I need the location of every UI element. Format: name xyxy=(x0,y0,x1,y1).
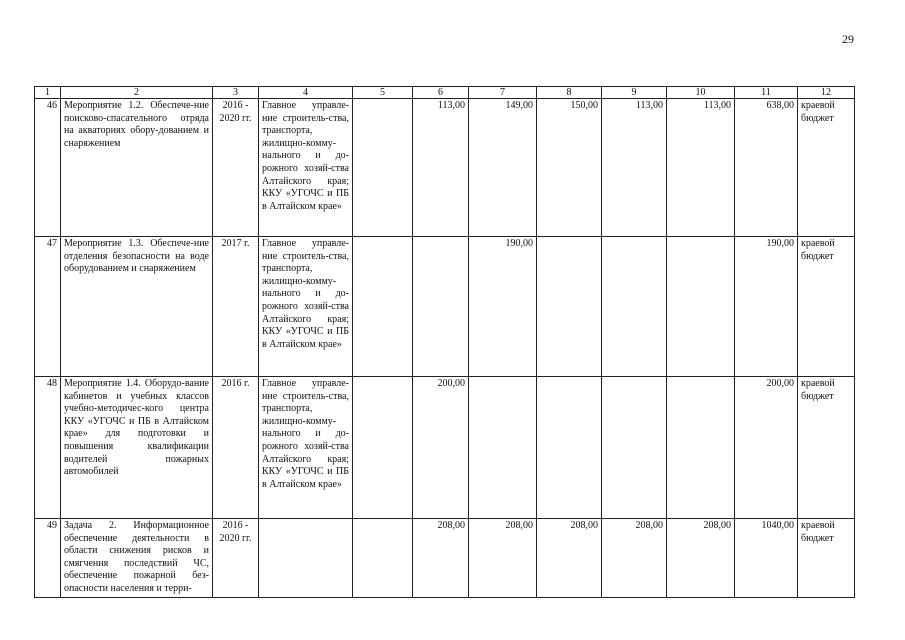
row-number: 49 xyxy=(35,519,61,598)
header-cell: 6 xyxy=(413,87,469,99)
table-row xyxy=(35,237,855,377)
header-cell: 12 xyxy=(798,87,855,99)
activity-name: Мероприятие 1.4. Оборудо-вание кабинетов и учебных классов учебно-методичес-кого центра ККУ «УГОЧС и ПБ в Алтайском крае» для подготовки и повышения квалификации водителей пожарных автомобилей xyxy=(61,377,213,519)
activity-name: Задача 2. Информационное обеспечение деятельности в области снижения рисков и смягчения последствий ЧС, обеспечение пожарной без-опасности населения и терри- xyxy=(61,519,213,598)
funding-source: краевой бюджет xyxy=(798,99,855,237)
table-row xyxy=(35,519,855,598)
period: 2016 - 2020 гг. xyxy=(213,99,259,237)
table-header-row xyxy=(35,87,855,99)
row-number: 46 xyxy=(35,99,61,237)
table-row xyxy=(35,377,855,519)
col-9-value: 113,00 xyxy=(602,99,667,237)
header-cell: 8 xyxy=(537,87,602,99)
total-value: 190,00 xyxy=(735,237,798,377)
executor: Главное управле-ние строитель-ства, транспорта, жилищно-комму-нального и до-рожного хозяй-ства Алтайского края; ККУ «УГОЧС и ПБ в Алтайском крае» xyxy=(259,377,353,519)
col-8-value: 150,00 xyxy=(537,99,602,237)
header-cell: 1 xyxy=(35,87,61,99)
col-9-value xyxy=(602,237,667,377)
col-7-value: 208,00 xyxy=(469,519,537,598)
funding-source: краевой бюджет xyxy=(798,519,855,598)
period: 2017 г. xyxy=(213,237,259,377)
header-cell: 7 xyxy=(469,87,537,99)
col-7-value xyxy=(469,377,537,519)
col-10-value: 208,00 xyxy=(667,519,735,598)
table-row xyxy=(35,99,855,237)
col-5-value xyxy=(353,237,413,377)
budget-table xyxy=(34,86,855,598)
total-value: 1040,00 xyxy=(735,519,798,598)
col-8-value xyxy=(537,377,602,519)
funding-source: краевой бюджет xyxy=(798,377,855,519)
header-cell: 2 xyxy=(61,87,213,99)
row-number: 47 xyxy=(35,237,61,377)
executor xyxy=(259,519,353,598)
col-10-value xyxy=(667,377,735,519)
header-cell: 4 xyxy=(259,87,353,99)
total-value: 200,00 xyxy=(735,377,798,519)
col-6-value xyxy=(413,237,469,377)
executor: Главное управле-ние строитель-ства, транспорта, жилищно-комму-нального и до-рожного хозяй-ства Алтайского края; ККУ «УГОЧС и ПБ в Алтайском крае» xyxy=(259,237,353,377)
header-cell: 11 xyxy=(735,87,798,99)
col-10-value: 113,00 xyxy=(667,99,735,237)
activity-name: Мероприятие 1.2. Обеспече-ние поисково-спасательного отряда на акваториях обору-дованием и снаряжением xyxy=(61,99,213,237)
funding-source: краевой бюджет xyxy=(798,237,855,377)
period: 2016 г. xyxy=(213,377,259,519)
col-6-value: 200,00 xyxy=(413,377,469,519)
col-7-value: 149,00 xyxy=(469,99,537,237)
header-cell: 3 xyxy=(213,87,259,99)
header-cell: 9 xyxy=(602,87,667,99)
executor: Главное управле-ние строитель-ства, транспорта, жилищно-комму-нального и до-рожного хозяй-ства Алтайского края; ККУ «УГОЧС и ПБ в Алтайском крае» xyxy=(259,99,353,237)
header-cell: 10 xyxy=(667,87,735,99)
page-number: 29 xyxy=(842,32,854,46)
col-9-value xyxy=(602,377,667,519)
activity-name: Мероприятие 1.3. Обеспече-ние отделения безопасности на воде оборудованием и снаряжением xyxy=(61,237,213,377)
col-7-value: 190,00 xyxy=(469,237,537,377)
col-10-value xyxy=(667,237,735,377)
col-5-value xyxy=(353,377,413,519)
total-value: 638,00 xyxy=(735,99,798,237)
col-8-value xyxy=(537,237,602,377)
header-cell: 5 xyxy=(353,87,413,99)
col-6-value: 208,00 xyxy=(413,519,469,598)
col-9-value: 208,00 xyxy=(602,519,667,598)
row-number: 48 xyxy=(35,377,61,519)
col-6-value: 113,00 xyxy=(413,99,469,237)
col-8-value: 208,00 xyxy=(537,519,602,598)
period: 2016 - 2020 гг. xyxy=(213,519,259,598)
col-5-value xyxy=(353,519,413,598)
col-5-value xyxy=(353,99,413,237)
